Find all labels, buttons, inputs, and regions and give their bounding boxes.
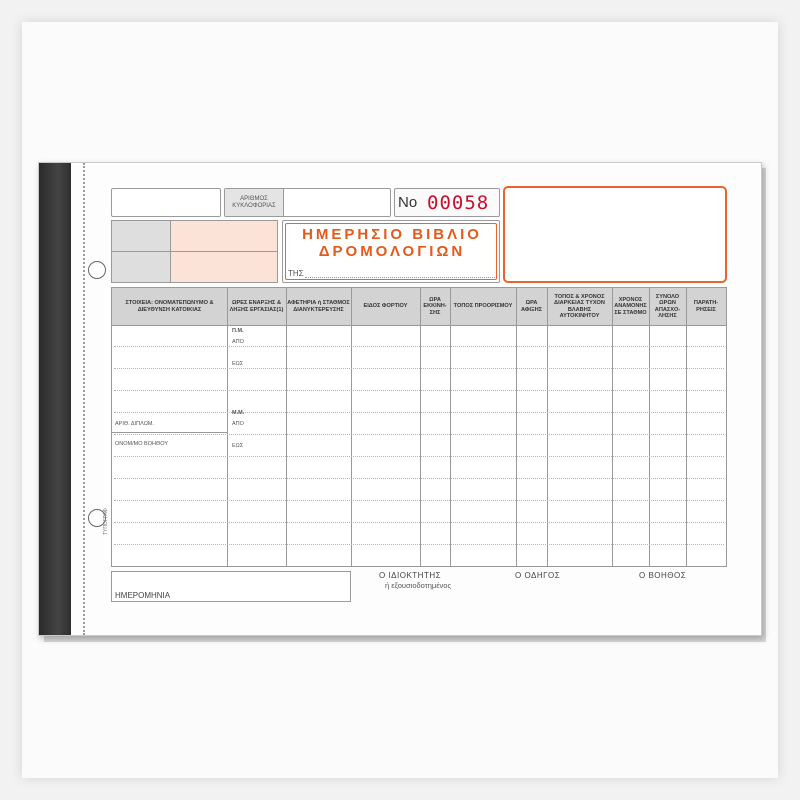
title-box [282,220,500,283]
perforation-line [83,163,85,635]
col-divider [227,288,228,566]
blank-box-top-left[interactable] [111,188,221,217]
to-label-pm: ΕΩΣ [232,443,244,449]
col-header: ΩΡΑ ΕΚΚΙΝΗ- ΣΗΣ [423,296,447,316]
printer-mark: ΤΥΠΟΓΡΑΦ [103,508,109,535]
info-grid [111,220,278,283]
writing-line[interactable] [114,478,724,479]
col-header: ΠΑΡΑΤΗ- ΡΗΣΕΙΣ [693,300,719,313]
assistant-name-label: ΟΝΟΜ/ΜΟ ΒΟΗΘΟΥ [115,441,168,447]
writing-line[interactable] [114,522,724,523]
no-label: No [398,194,418,211]
serial-number-box [394,188,500,217]
col-header: ΧΡΟΝΟΣ ΑΝΑΜΟΝΗΣ ΣΕ ΣΤΑΘΜΟ [614,296,647,316]
form-title: ΗΜΕΡΗΣΙΟ ΒΙΒΛΙΟ ΔΡΟΜΟΛΟΓΙΩΝ [302,226,482,260]
vehicle-number-label: ΑΡΙΘΜΟΣ ΚΥΚΛΟΦΟΡΙΑΣ [232,196,276,209]
pad-binding [39,163,71,635]
col-divider [649,288,650,566]
driver-signature-label: Ο ΟΔΗΓΟΣ [515,571,561,580]
writing-line[interactable] [114,434,724,435]
owner-authorized-label: ή εξουσιοδοτημένος [385,581,452,590]
from-label-am: ΑΠΟ [232,339,244,345]
writing-line[interactable] [114,544,724,545]
company-stamp-box[interactable] [503,186,727,283]
grid-divider [170,221,171,282]
col-header: ΩΡΕΣ ΕΝΑΡΞΗΣ & ΛΗΞΗΣ ΕΡΓΑΣΙΑΣ(1) [229,300,284,313]
owner-signature-label: Ο ΙΔΙΟΚΤΗΤΗΣ [379,571,442,580]
section-divider [112,432,227,433]
binder-hole-top [88,261,106,279]
info-grid-cell [112,221,170,251]
writing-line[interactable] [114,500,724,501]
col-divider [420,288,421,566]
from-label-pm: ΑΠΟ [232,421,244,427]
col-header: ΣΤΟΙΧΕΙΑ: ΟΝΟΜΑΤΕΠΩΝΥΜΟ & ΔΙΕΥΘΥΝΣΗ ΚΑΤΟΙΚΙΑΣ [125,300,214,313]
tis-line[interactable] [305,277,495,278]
tis-label: ΤΗΣ [288,269,304,278]
am-label: Π.Μ. [232,328,244,334]
date-label: ΗΜΕΡΟΜΗΝΙΑ [115,591,171,600]
form-pad [38,162,762,636]
writing-line[interactable] [114,368,724,369]
col-header: ΑΦΕΤΗΡΙΑ ή ΣΤΑΘΜΟΣ ΔΙΑΝΥΚΤΕΡΕΥΣΗΣ [287,300,350,313]
vehicle-number-field[interactable] [224,188,391,217]
col-divider [286,288,287,566]
info-grid-cell[interactable] [171,221,277,251]
writing-line[interactable] [114,390,724,391]
serial-number: 00058 [427,192,490,214]
grid-divider [112,251,277,252]
col-divider [686,288,687,566]
writing-line[interactable] [114,456,724,457]
date-field[interactable] [111,571,351,602]
writing-line[interactable] [114,346,724,347]
col-header: ΕΙΔΟΣ ΦΟΡΤΙΟΥ [363,303,408,310]
routes-table [111,287,727,567]
writing-line[interactable] [114,412,724,413]
col-divider [450,288,451,566]
pm-label: Μ.Μ. [232,410,245,416]
col-header: ΤΟΠΟΣ ΠΡΟΟΡΙΣΜΟΥ [453,303,513,310]
col-divider [612,288,613,566]
col-divider [547,288,548,566]
col-divider [351,288,352,566]
assistant-signature-label: Ο ΒΟΗΘΟΣ [639,571,687,580]
info-grid-cell [112,252,170,282]
to-label-am: ΕΩΣ [232,361,244,367]
driver-license-label: ΑΡΙΘ. ΔΙΠΛΩΜ. [115,421,154,427]
col-header: ΤΟΠΟΣ & ΧΡΟΝΟΣ ΔΙΑΡΚΕΙΑΣ ΤΥΧΟΝ ΒΛΑΒΗΣ ΑΥΤΟΚΙΝΗΤΟΥ [554,293,605,319]
info-grid-cell[interactable] [171,252,277,282]
col-header: ΣΥΝΟΛΟ ΩΡΩΝ ΑΠΑΣΧΟ- ΛΗΣΗΣ [654,293,681,319]
col-divider [516,288,517,566]
col-header: ΩΡΑ ΑΦΙΞΗΣ [520,300,543,313]
